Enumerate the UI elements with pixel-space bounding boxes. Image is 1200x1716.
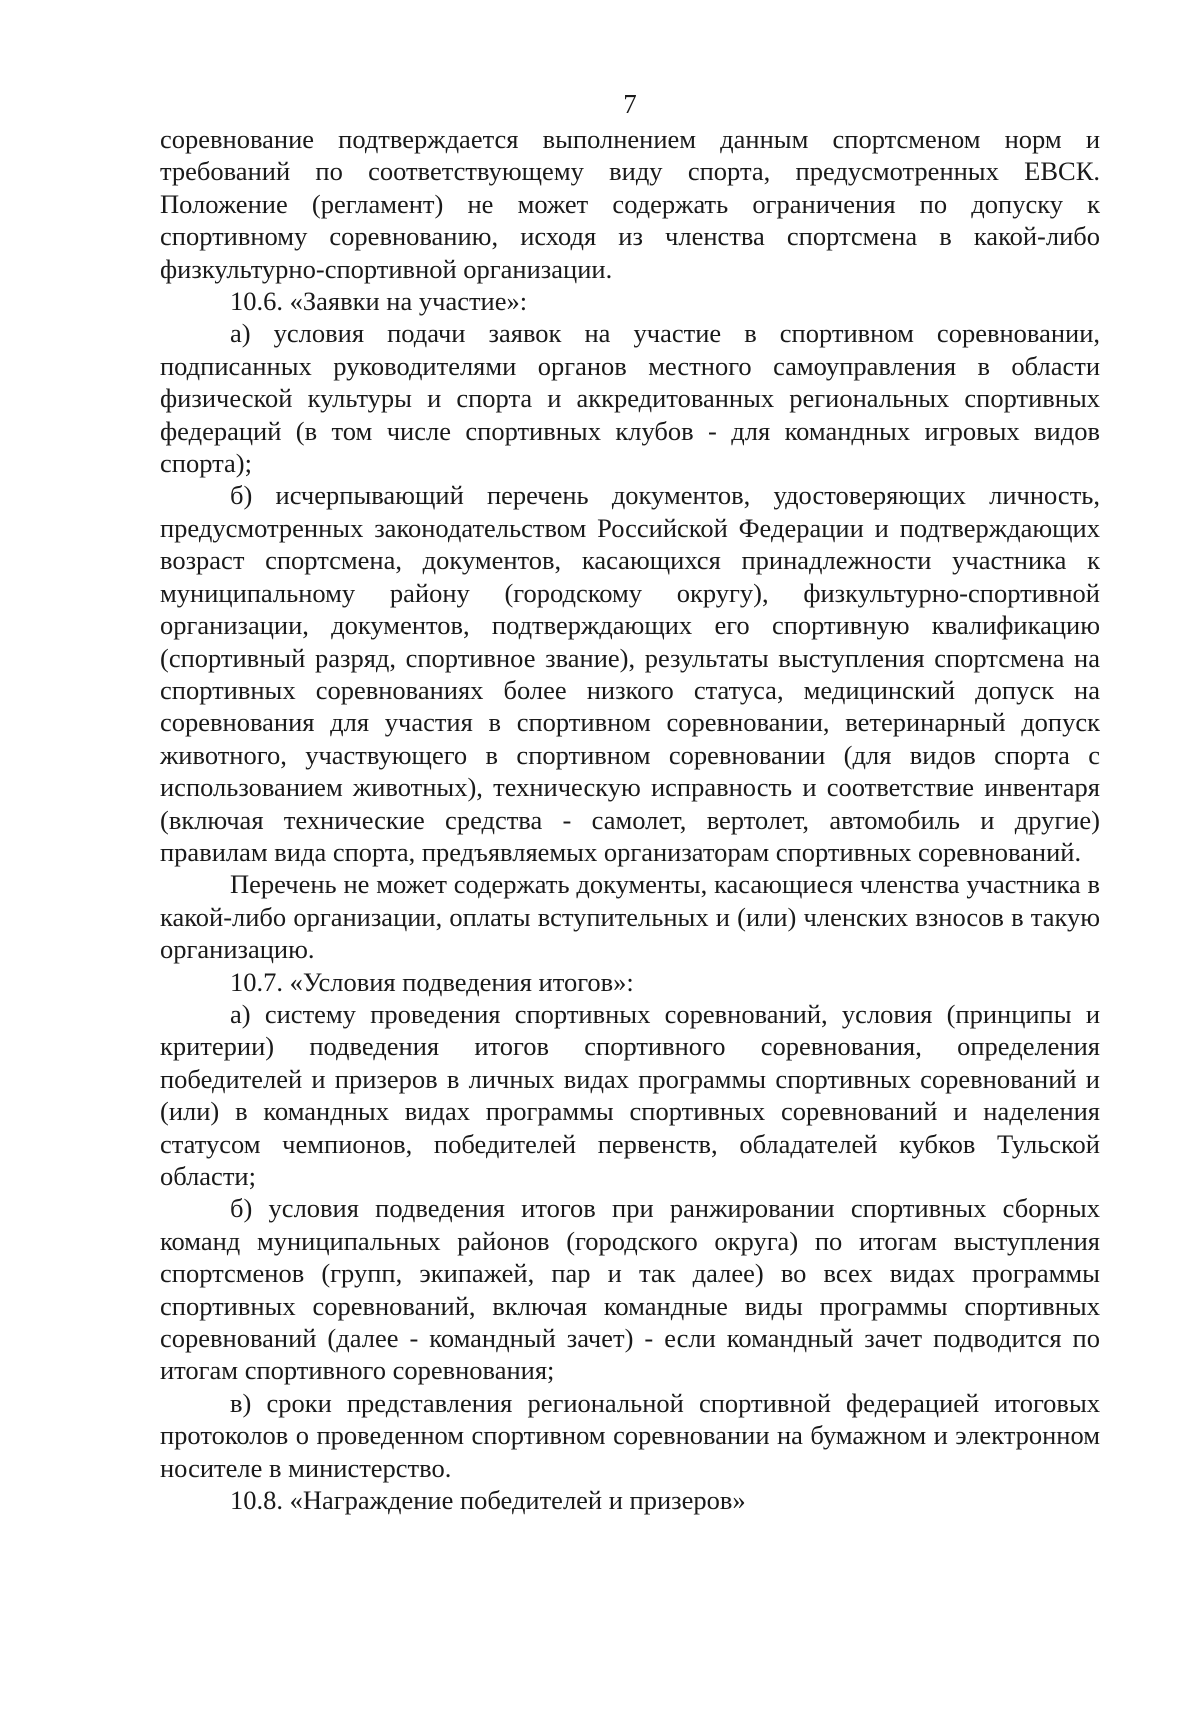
section-heading-10-6: 10.6. «Заявки на участие»: — [230, 286, 528, 317]
section-heading-10-7: 10.7. «Условия подведения итогов»: — [230, 966, 634, 997]
page-number: 7 — [623, 89, 637, 119]
paragraph-10-6-b: б) исчерпывающий перечень документов, удостоверяющих личность, предусмотренных законодательством Российской Федерации и подтверждающих возраст спортсмена, документов, касающихся принадлежности участника к муниципальному району (городскому округу), физкультурно-спортивной организации, документов, подтверждающих его спортивную квалификацию (спортивный разряд, спортивное звание), результаты выступления спортсмена на спортивных соревнованиях более низкого статуса, медицинский допуск на соревнования для участия в спортивном соревновании, ветеринарный допуск животного, участвующего в спортивном соревновании (для видов спорта с использованием животных), техническую исправность и соответствие инвентаря (включая технические средства - самолет, вертолет, автомобиль и другие) правилам вида спорта, предъявляемых организаторам спортивных соревнований. — [160, 480, 1100, 867]
document-body — [160, 123, 1100, 1516]
paragraph-continuation: соревнование подтверждается выполнением данным спортсменом норм и требований по соответствующему виду спорта, предусмотренных ЕВСК. Положение (регламент) не может содержать ограничения по допуску к спортивному соревнованию, исходя из членства спортсмена в какой-либо физкультурно-спортивной организации. — [160, 124, 1100, 284]
section-heading-10-8: 10.8. «Награждение победителей и призеров» — [230, 1485, 746, 1516]
paragraph-10-6-note: Перечень не может содержать документы, касающиеся членства участника в какой-либо организации, оплаты вступительных и (или) членских взносов в такую организацию. — [160, 869, 1100, 965]
paragraph-10-6-a: а) условия подачи заявок на участие в спортивном соревновании, подписанных руководителями органов местного самоуправления в области физической культуры и спорта и аккредитованных региональных спортивных федераций (в том числе спортивных клубов - для командных игровых видов спорта); — [160, 318, 1100, 479]
paragraph-10-7-v: в) сроки представления региональной спортивной федерацией итоговых протоколов о проведенном спортивном соревновании на бумажном и электронном носителе в министерство. — [160, 1387, 1100, 1483]
paragraph-10-7-b: б) условия подведения итогов при ранжировании спортивных сборных команд муниципальных районов (городского округа) по итогам выступления спортсменов (групп, экипажей, пар и так далее) во всех видах программы спортивных соревнований, включая командные виды программы спортивных соревнований (далее - командный зачет) - если командный зачет подводится по итогам спортивного соревнования; — [160, 1193, 1100, 1386]
paragraph-10-7-a: а) систему проведения спортивных соревнований, условия (принципы и критерии) подведения итогов спортивного соревнования, определения победителей и призеров в личных видах программы спортивных соревнований и (или) в командных видах программы спортивных соревнований и наделения статусом чемпионов, победителей первенств, обладателей кубков Тульской области; — [160, 998, 1100, 1191]
